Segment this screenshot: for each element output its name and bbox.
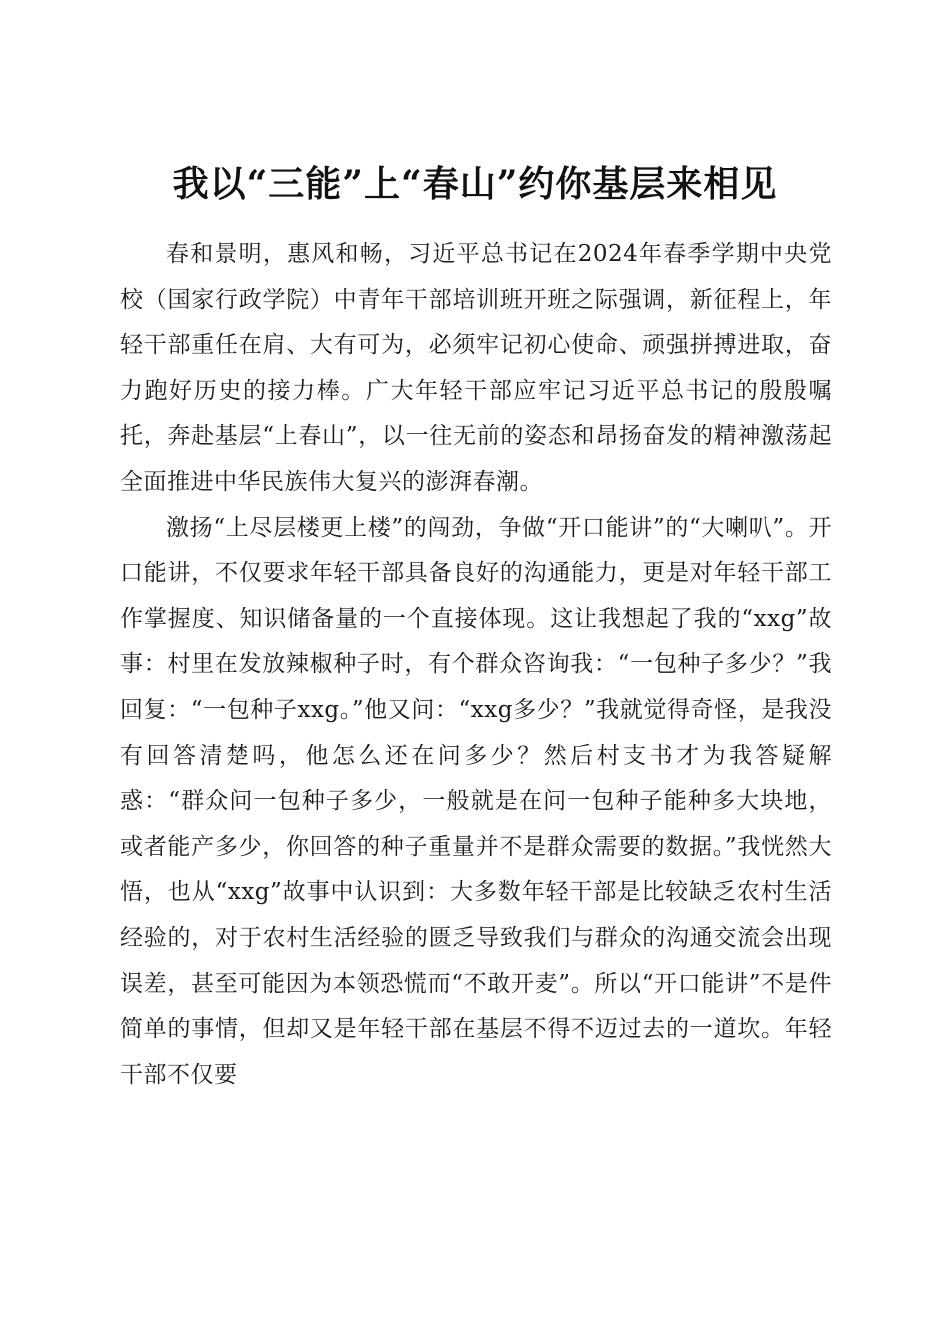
document-title: 我以“三能”上“春山”约你基层来相见 [172, 163, 778, 206]
paragraph: 激扬“上尽层楼更上楼”的闯劲，争做“开口能讲”的“大喇叭”。开口能讲，不仅要求年轻干部具备良好的沟通能力，更是对年轻干部工作掌握度、知识储备量的一个直接体现。这让我想起了我的“xxg”故事：村里在发放辣椒种子时，有个群众咨询我：“一包种子多少？”我回复：“一包种子xxg。”他又问：“xxg多少？”我就觉得奇怪，是我没有回答清楚吗，他怎么还在问多少？然后村支书才为我答疑解惑：“群众问一包种子多少，一般就是在问一包种子能种多大块地，或者能产多少，你回答的种子重量并不是群众需要的数据。”我恍然大悟，也从“xxg”故事中认识到：大多数年轻干部是比较缺乏农村生活经验的，对于农村生活经验的匮乏导致我们与群众的沟通交流会出现误差，甚至可能因为本领恐慌而“不敢开麦”。所以“开口能讲”不是件简单的事情，但却又是年轻干部在基层不得不迈过去的一道坎。年轻干部不仅要 [120, 514, 832, 1088]
document-body [120, 232, 832, 1098]
paragraph: 春和景明，惠风和畅，习近平总书记在2024年春季学期中央党校（国家行政学院）中青年干部培训班开班之际强调，新征程上，年轻干部重任在肩、大有可为，必须牢记初心使命、顽强拼搏进取，奋力跑好历史的接力棒。广大年轻干部应牢记习近平总书记的殷殷嘱托，奔赴基层“上春山”，以一往无前的姿态和昂扬奋发的精神激荡起全面推进中华民族伟大复兴的澎湃春潮。 [120, 241, 832, 495]
